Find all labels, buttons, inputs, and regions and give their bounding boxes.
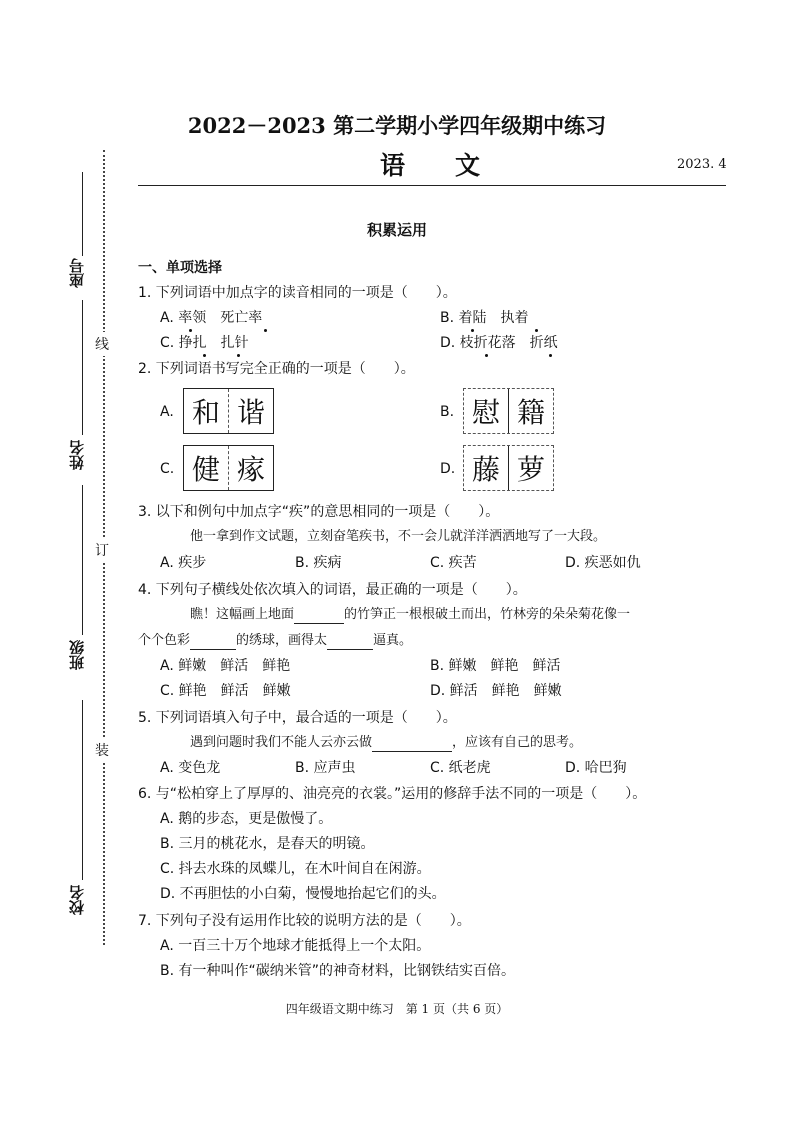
name-label: 姓名 (68, 440, 86, 470)
emphasis-dot (471, 329, 474, 332)
class-label: 班级 (68, 640, 86, 670)
q3-option-b[interactable]: B. 疾病 (295, 555, 342, 571)
q4-passage-line1 (190, 606, 630, 624)
q2-option-d-label[interactable]: D. (440, 461, 456, 477)
binding-mark-line: 线 (95, 332, 109, 356)
q4-text: 个个色彩 (138, 633, 191, 648)
binding-mark-bind: 订 (95, 538, 109, 562)
q4-option-c[interactable]: C. 鲜艳 鲜活 鲜嫩 (160, 683, 291, 699)
q2-option-b-label[interactable]: B. (440, 404, 455, 420)
name-field[interactable] (82, 300, 83, 435)
part-title: 一、单项选择 (138, 260, 222, 276)
q5-text: 遇到问题时我们不能人云亦云做 (190, 735, 373, 750)
page-footer: 四年级语文期中练习 第 1 页（共 6 页） (285, 1002, 509, 1016)
q2-b-char: 籍 (508, 389, 553, 433)
emphasis-dot (189, 329, 192, 332)
q4-stem: 4. 下列句子横线处依次填入的词语，最正确的一项是（ ）。 (138, 582, 527, 598)
class-field[interactable] (82, 485, 83, 635)
emphasis-dot (485, 354, 488, 357)
q3-option-c[interactable]: C. 疾苦 (430, 555, 477, 571)
q1-option-b[interactable]: B. 着陆 执着 (440, 310, 529, 326)
q3-example: 他一拿到作文试题，立刻奋笔疾书，不一会儿就洋洋洒洒地写了一大段。 (190, 529, 607, 544)
school-label: 校名 (68, 885, 86, 915)
q4-text: 的竹笋正一根根破土而出，竹林旁的朵朵菊花像一 (344, 607, 631, 622)
q1-option-d[interactable]: D. 枝折花落 折纸 (440, 335, 558, 351)
q2-d-char: 藤 (471, 453, 500, 486)
q7-stem: 7. 下列句子没有运用作比较的说明方法的是（ ）。 (138, 913, 471, 929)
q4-option-a[interactable]: A. 鲜嫩 鲜活 鲜艳 (160, 658, 291, 674)
q4-option-b[interactable]: B. 鲜嫩 鲜艳 鲜活 (430, 658, 561, 674)
q2-option-c-label[interactable]: C. (160, 461, 175, 477)
q6-option-d[interactable]: D. 不再胆怯的小白菊，慢慢地抬起它们的头。 (160, 886, 446, 902)
q5-option-b[interactable]: B. 应声虫 (295, 760, 356, 776)
q1-stem: 1. 下列词语中加点字的读音相同的一项是（ ）。 (138, 285, 457, 301)
q1-option-a[interactable]: A. 率领 死亡率 (160, 310, 263, 326)
q2-option-a-box[interactable] (183, 388, 274, 434)
q4-text: 的绣球，画得太 (236, 633, 328, 648)
seat-number-label: 座号 (68, 258, 86, 288)
subject-title: 语 文 (380, 151, 481, 180)
q6-option-b[interactable]: B. 三月的桃花水，是春天的明镜。 (160, 836, 375, 852)
q3-option-a[interactable]: A. 疾步 (160, 555, 207, 571)
emphasis-dot (203, 354, 206, 357)
q3-option-d[interactable]: D. 疾恶如仇 (565, 555, 641, 571)
q5-option-d[interactable]: D. 哈巴狗 (565, 760, 627, 776)
emphasis-dot (237, 354, 240, 357)
exam-title: 2022－2023 第二学期小学四年级期中练习 (187, 113, 607, 138)
q5-text: ，应该有自己的思考。 (452, 735, 583, 750)
q2-stem: 2. 下列词语书写完全正确的一项是（ ）。 (138, 361, 415, 377)
q3-stem: 3. 以下和例句中加点字“疾”的意思相同的一项是（ ）。 (138, 504, 500, 520)
header-rule (138, 185, 726, 186)
q2-option-a-label[interactable]: A. (160, 404, 174, 420)
q5-sentence (190, 734, 582, 752)
q6-stem: 6. 与“松柏穿上了厚厚的、油亮亮的衣裳。”运用的修辞手法不同的一项是（ ）。 (138, 786, 647, 802)
school-field[interactable] (82, 700, 83, 880)
emphasis-dot (264, 329, 267, 332)
q5-option-c[interactable]: C. 纸老虎 (430, 760, 491, 776)
q5-stem: 5. 下列词语填入句子中，最合适的一项是（ ）。 (138, 710, 457, 726)
q1-option-c[interactable]: C. 挣扎 扎针 (160, 335, 249, 351)
q2-option-d-box[interactable] (463, 445, 554, 491)
q4-option-d[interactable]: D. 鲜活 鲜艳 鲜嫩 (430, 683, 562, 699)
q4-blank-2[interactable] (190, 635, 236, 650)
seat-number-field[interactable] (82, 172, 83, 256)
binding-mark-pack: 装 (95, 738, 109, 762)
q2-a-char: 和 (191, 396, 220, 429)
exam-date: 2023. 4 (677, 157, 727, 172)
q4-passage-line2 (138, 632, 412, 650)
q5-option-a[interactable]: A. 变色龙 (160, 760, 221, 776)
q2-b-char: 慰 (471, 396, 500, 429)
q2-a-char: 谐 (228, 389, 273, 433)
section-title: 积累运用 (366, 221, 427, 239)
q2-d-char: 萝 (508, 446, 553, 490)
emphasis-dot (549, 354, 552, 357)
q2-option-b-box[interactable] (463, 388, 554, 434)
q7-option-b[interactable]: B. 有一种叫作“碳纳米管”的神奇材料，比钢铁结实百倍。 (160, 963, 516, 979)
q4-text: 瞧！这幅画上地面 (190, 607, 295, 622)
q2-c-char: 健 (191, 453, 220, 486)
q6-option-c[interactable]: C. 抖去水珠的凤蝶儿，在木叶间自在闲游。 (160, 861, 431, 877)
q5-blank[interactable] (372, 737, 452, 752)
q4-blank-3[interactable] (327, 635, 373, 650)
emphasis-dot (535, 329, 538, 332)
q2-option-c-box[interactable] (183, 445, 274, 491)
q6-option-a[interactable]: A. 鹅的步态，更是傲慢了。 (160, 811, 333, 827)
q4-blank-1[interactable] (294, 609, 344, 624)
q7-option-a[interactable]: A. 一百三十万个地球才能抵得上一个太阳。 (160, 938, 431, 954)
q4-text: 逼真。 (373, 633, 413, 648)
q2-c-char: 瘃 (228, 446, 273, 490)
